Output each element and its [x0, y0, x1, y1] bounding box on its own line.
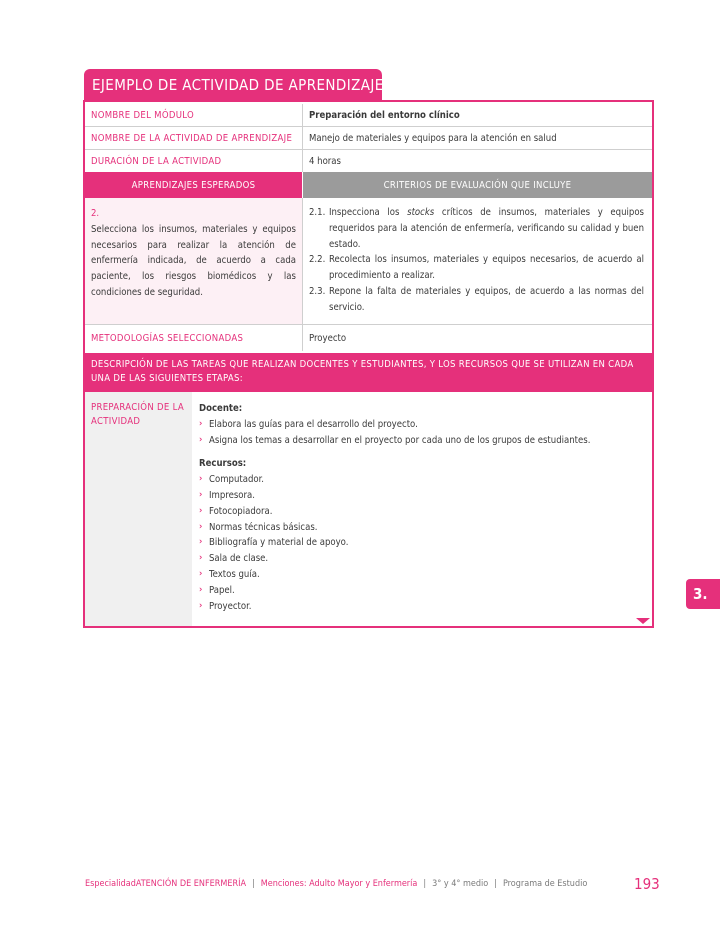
row-duration	[85, 150, 652, 172]
chevron-right-icon: ›	[199, 418, 203, 429]
footer-separator: |	[494, 879, 497, 889]
descripcion-header: DESCRIPCIÓN DE LAS TAREAS QUE REALIZAN DOCENTES Y ESTUDIANTES, Y LOS RECURSOS QUE SE UTILIZAN EN CADA UNA DE LAS SIGUIENTES ETAPAS:	[85, 353, 652, 392]
duration-label: DURACIÓN DE LA ACTIVIDAD	[85, 150, 303, 172]
chevron-right-icon: ›	[199, 434, 203, 445]
activity-name-label: NOMBRE DE LA ACTIVIDAD DE APRENDIZAJE	[85, 127, 303, 149]
chevron-right-icon: ›	[199, 521, 203, 532]
duration-value: 4 horas	[309, 155, 341, 167]
criterio-number: 2.2.	[309, 254, 326, 266]
aprendizaje-text: Selecciona los insumos, materiales y equipos necesarios para realizar la atención de enfermería indicada, de acuerdo a cada paciente, los riesgos biomédicos y las condiciones de seguridad.	[91, 223, 296, 298]
recurso-item: › Fotocopiadora.	[199, 504, 644, 520]
aprendizaje-number: 2.	[91, 208, 100, 219]
docente-heading: Docente:	[199, 403, 243, 414]
row-module-name	[85, 104, 652, 127]
docente-item: › Asigna los temas a desarrollar en el proyecto por cada uno de los grupos de estudiantes.	[199, 433, 644, 449]
criterios-list	[303, 198, 652, 324]
row-aprendizaje-criterios	[85, 198, 652, 325]
chevron-right-icon: ›	[199, 489, 203, 500]
row-activity-name	[85, 127, 652, 150]
activity-name-value: Manejo de materiales y equipos para la atención en salud	[309, 132, 557, 144]
recurso-item: › Sala de clase.	[199, 551, 644, 567]
criterio-item	[309, 284, 644, 316]
criterio-text: Inspecciona los stocks críticos de insumos, materiales y equipos requeridos para la atención de enfermería, verificando su calidad y buen estado.	[329, 207, 644, 250]
recurso-item: › Computador.	[199, 472, 644, 488]
chevron-right-icon: ›	[199, 553, 203, 564]
chapter-tab: 3.	[686, 579, 720, 609]
metodologias-value: Proyecto	[309, 332, 347, 344]
footer-separator: |	[252, 879, 255, 889]
footer-programa: Programa de Estudio	[502, 879, 588, 889]
footer-separator: |	[423, 879, 427, 889]
recurso-item: › Proyector.	[199, 599, 644, 615]
module-name-label: NOMBRE DEL MÓDULO	[85, 104, 303, 126]
criterio-item	[309, 205, 644, 252]
metodologias-label: METODOLOGÍAS SELECCIONADAS	[85, 325, 303, 351]
chevron-right-icon: ›	[199, 474, 203, 485]
chevron-right-icon: ›	[199, 584, 203, 595]
module-name-value: Preparación del entorno clínico	[309, 109, 460, 121]
chevron-right-icon: ›	[199, 600, 203, 611]
page-footer	[85, 879, 587, 889]
criterios-header: CRITERIOS DE EVALUACIÓN QUE INCLUYE	[303, 172, 652, 198]
footer-menciones: Menciones: Adulto Mayor y Enfermería	[260, 879, 418, 889]
recursos-heading: Recursos:	[199, 458, 247, 470]
footer-nivel: 3° y 4° medio	[432, 879, 489, 889]
chevron-right-icon: ›	[199, 537, 203, 548]
chevron-right-icon: ›	[199, 568, 203, 579]
criterio-number: 2.3.	[309, 285, 326, 297]
docente-item: › Elabora las guías para el desarrollo del proyecto.	[199, 417, 644, 433]
chevron-right-icon: ›	[199, 505, 203, 516]
aprendizajes-header: APRENDIZAJES ESPERADOS	[85, 172, 303, 198]
aprendizaje-esperado	[85, 198, 303, 324]
activity-title: EJEMPLO DE ACTIVIDAD DE APRENDIZAJE	[84, 69, 382, 101]
triangle-down-icon	[636, 618, 650, 624]
preparacion-body	[192, 392, 652, 626]
criterio-number: 2.1.	[309, 207, 326, 218]
column-headers	[85, 172, 652, 198]
recurso-item: › Papel.	[199, 583, 644, 599]
preparacion-section	[85, 392, 652, 626]
page-number: 193	[634, 875, 660, 893]
recurso-item: › Impresora.	[199, 488, 644, 504]
preparacion-label: PREPARACIÓN DE LA ACTIVIDAD	[85, 392, 192, 626]
activity-table	[83, 100, 654, 628]
recurso-item: › Textos guía.	[199, 567, 644, 583]
criterio-item	[309, 252, 644, 284]
recurso-item: › Bibliografía y material de apoyo.	[199, 535, 644, 551]
footer-especialidad-name: ATENCIÓN DE ENFERMERÍA	[135, 879, 247, 889]
criterio-text: Recolecta los insumos, materiales y equipos necesarios, de acuerdo al procedimiento a realizar.	[329, 254, 644, 282]
recurso-item: › Normas técnicas básicas.	[199, 520, 644, 536]
footer-especialidad-prefix: Especialidad	[85, 879, 136, 889]
row-metodologias	[85, 325, 652, 351]
criterio-text: Repone la falta de materiales y equipos, de acuerdo a las normas del servicio.	[329, 285, 644, 313]
